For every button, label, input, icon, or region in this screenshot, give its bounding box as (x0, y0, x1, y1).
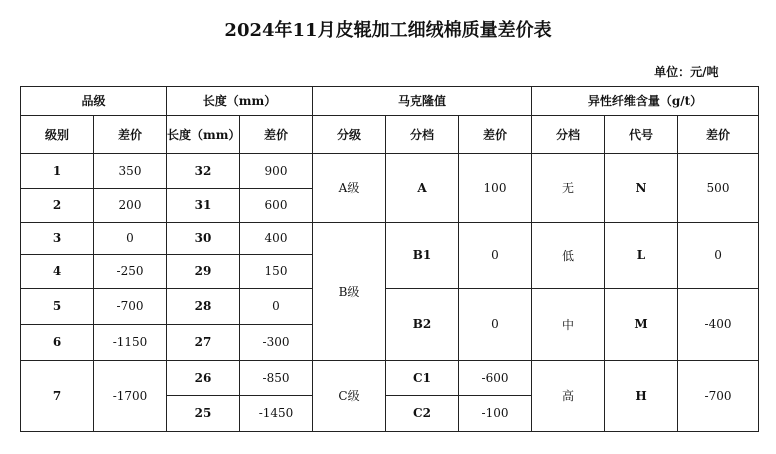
subheader-grade-diff: 差价 (94, 115, 167, 153)
grade-diff: 200 (94, 188, 167, 222)
length-diff: -850 (240, 360, 313, 395)
grade-diff: -1700 (94, 360, 167, 431)
grade-diff: -250 (94, 254, 167, 288)
subheader-mic-level: 分档 (386, 115, 459, 153)
subheader-fo-class: 分档 (532, 115, 605, 153)
header-length: 长度（mm） (167, 86, 313, 115)
length-mm: 32 (167, 153, 240, 188)
fo-class: 高 (532, 360, 605, 431)
grade-level: 7 (21, 360, 94, 431)
fo-code: M (605, 288, 678, 360)
fo-class: 中 (532, 288, 605, 360)
mic-diff: 0 (459, 222, 532, 288)
length-diff: 0 (240, 288, 313, 324)
fo-class: 低 (532, 222, 605, 288)
grade-level: 1 (21, 153, 94, 188)
mic-level: B2 (386, 288, 459, 360)
length-mm: 30 (167, 222, 240, 254)
grade-level: 3 (21, 222, 94, 254)
grade-diff: -700 (94, 288, 167, 324)
subheader-fo-code: 代号 (605, 115, 678, 153)
header-grade: 品级 (21, 86, 167, 115)
subheader-length-mm: 长度（mm） (167, 115, 240, 153)
length-diff: 900 (240, 153, 313, 188)
grade-diff: 350 (94, 153, 167, 188)
length-mm: 27 (167, 324, 240, 360)
unit-label: 单位：元/吨 (21, 58, 759, 86)
subheader-grade-level: 级别 (21, 115, 94, 153)
mic-diff: -600 (459, 360, 532, 395)
grade-diff: 0 (94, 222, 167, 254)
grade-level: 6 (21, 324, 94, 360)
fo-diff: 0 (678, 222, 759, 288)
mic-level: C2 (386, 395, 459, 431)
mic-level: B1 (386, 222, 459, 288)
length-diff: 150 (240, 254, 313, 288)
length-mm: 31 (167, 188, 240, 222)
subheader-mic-diff: 差价 (459, 115, 532, 153)
fo-code: N (605, 153, 678, 222)
fo-diff: 500 (678, 153, 759, 222)
subheader-mic-class: 分级 (313, 115, 386, 153)
length-diff: -1450 (240, 395, 313, 431)
length-mm: 28 (167, 288, 240, 324)
subheader-length-diff: 差价 (240, 115, 313, 153)
length-diff: -300 (240, 324, 313, 360)
grade-level: 2 (21, 188, 94, 222)
mic-level: C1 (386, 360, 459, 395)
fo-code: H (605, 360, 678, 431)
grade-diff: -1150 (94, 324, 167, 360)
mic-class: A级 (313, 153, 386, 222)
length-mm: 25 (167, 395, 240, 431)
mic-class: C级 (313, 360, 386, 431)
subheader-fo-diff: 差价 (678, 115, 759, 153)
grade-level: 4 (21, 254, 94, 288)
price-table (20, 58, 759, 432)
mic-diff: -100 (459, 395, 532, 431)
fo-diff: -700 (678, 360, 759, 431)
mic-level: A (386, 153, 459, 222)
mic-diff: 0 (459, 288, 532, 360)
fo-diff: -400 (678, 288, 759, 360)
header-foreign: 异性纤维含量（g/t） (532, 86, 759, 115)
fo-code: L (605, 222, 678, 288)
length-mm: 29 (167, 254, 240, 288)
mic-diff: 100 (459, 153, 532, 222)
header-mic: 马克隆值 (313, 86, 532, 115)
page-title: 2024年11月皮辊加工细绒棉质量差价表 (224, 20, 552, 41)
fo-class: 无 (532, 153, 605, 222)
mic-class: B级 (313, 222, 386, 360)
grade-level: 5 (21, 288, 94, 324)
length-mm: 26 (167, 360, 240, 395)
length-diff: 400 (240, 222, 313, 254)
length-diff: 600 (240, 188, 313, 222)
